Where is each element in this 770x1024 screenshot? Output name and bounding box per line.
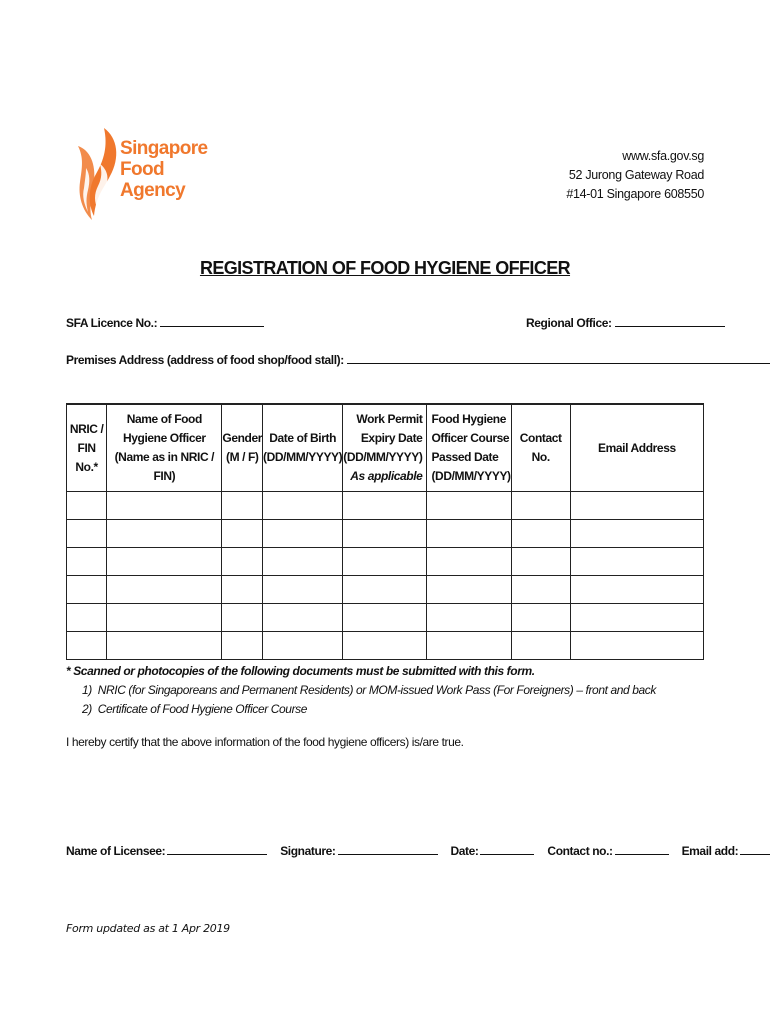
officer-table [66, 403, 704, 660]
licensee-name-input[interactable] [167, 843, 267, 855]
table-cell[interactable] [222, 632, 263, 660]
table-cell[interactable] [427, 520, 511, 548]
col-name [107, 404, 222, 492]
table-cell[interactable] [343, 520, 427, 548]
signature-input[interactable] [338, 843, 438, 855]
table-cell[interactable] [263, 604, 343, 632]
table-cell[interactable] [511, 520, 570, 548]
col-work-permit [343, 404, 427, 492]
table-cell[interactable] [263, 632, 343, 660]
table-cell[interactable] [343, 604, 427, 632]
table-cell[interactable] [570, 492, 703, 520]
email-label: Email add: [681, 844, 739, 858]
note-item-2: 2) Certificate of Food Hygiene Officer Course [82, 702, 308, 716]
unit-address: #14-01 Singapore 608550 [566, 187, 704, 201]
licensee-name-label: Name of Licensee: [66, 844, 166, 858]
col-wp-line3: (DD/MM/YYYY) [343, 450, 423, 464]
table-cell[interactable] [343, 632, 427, 660]
date-label: Date: [450, 844, 479, 858]
table-cell[interactable] [511, 576, 570, 604]
logo-line-3: Agency [120, 180, 186, 201]
regional-office-label: Regional Office: [526, 316, 612, 330]
website-link[interactable]: www.sfa.gov.sg [622, 149, 704, 163]
col-contact [511, 404, 570, 492]
signature-label: Signature: [280, 844, 336, 858]
table-cell[interactable] [67, 576, 107, 604]
table-cell[interactable] [343, 492, 427, 520]
col-email [570, 404, 703, 492]
table-cell[interactable] [511, 548, 570, 576]
col-wp-line4: As applicable [350, 469, 423, 483]
logo-line-2: Food [120, 159, 165, 180]
col-contact-line1: Contact No. [519, 431, 562, 464]
table-cell[interactable] [427, 548, 511, 576]
table-cell[interactable] [107, 604, 222, 632]
table-cell[interactable] [107, 632, 222, 660]
contact-input[interactable] [615, 843, 669, 855]
agency-address [566, 147, 704, 204]
col-gender-line1: Gender [222, 431, 263, 445]
licence-field [66, 315, 264, 330]
col-course-date [427, 404, 511, 492]
col-name-line2: (Name as in NRIC / FIN) [114, 450, 215, 483]
signature-line [66, 843, 770, 858]
table-row [67, 632, 704, 660]
table-cell[interactable] [67, 632, 107, 660]
table-row [67, 492, 704, 520]
table-cell[interactable] [67, 604, 107, 632]
table-cell[interactable] [511, 604, 570, 632]
regional-office-input[interactable] [615, 315, 725, 327]
table-cell[interactable] [67, 548, 107, 576]
table-cell[interactable] [107, 576, 222, 604]
table-cell[interactable] [67, 492, 107, 520]
col-course-line1: Food Hygiene [431, 412, 506, 426]
col-nric [67, 404, 107, 492]
table-cell[interactable] [263, 576, 343, 604]
logo-line-1: Singapore [120, 138, 208, 159]
table-cell[interactable] [263, 492, 343, 520]
col-name-line1: Name of Food Hygiene Officer [122, 412, 206, 445]
table-row [67, 548, 704, 576]
col-dob-line2: (DD/MM/YYYY) [263, 450, 343, 464]
col-email-line1: Email Address [598, 440, 676, 455]
table-row [67, 576, 704, 604]
table-cell[interactable] [263, 520, 343, 548]
sfa-logo [74, 124, 208, 224]
table-cell[interactable] [570, 604, 703, 632]
table-cell[interactable] [427, 604, 511, 632]
table-cell[interactable] [222, 548, 263, 576]
table-cell[interactable] [343, 548, 427, 576]
col-course-line2: Officer Course [431, 431, 510, 445]
col-dob [263, 404, 343, 492]
col-wp-line1: Work Permit [356, 412, 423, 426]
col-dob-line1: Date of Birth [269, 431, 337, 445]
licence-label: SFA Licence No.: [66, 316, 158, 330]
table-cell[interactable] [570, 548, 703, 576]
email-input[interactable] [740, 843, 770, 855]
table-cell[interactable] [570, 632, 703, 660]
date-input[interactable] [480, 843, 534, 855]
form-version-footer: Form updated as at 1 Apr 2019 [66, 922, 230, 935]
table-cell[interactable] [343, 576, 427, 604]
col-course-line4: (DD/MM/YYYY) [431, 469, 511, 483]
table-cell[interactable] [427, 632, 511, 660]
table-cell[interactable] [511, 492, 570, 520]
certification-statement: I hereby certify that the above information of the food hygiene officers) is/are true. [66, 735, 464, 749]
table-cell[interactable] [263, 548, 343, 576]
table-cell[interactable] [222, 604, 263, 632]
premises-field [66, 352, 770, 367]
col-course-line3: Passed Date [431, 450, 499, 464]
table-header-row [67, 404, 704, 492]
table-cell[interactable] [427, 492, 511, 520]
table-cell[interactable] [222, 576, 263, 604]
table-cell[interactable] [222, 520, 263, 548]
col-gender-line2: (M / F) [225, 450, 259, 464]
table-cell[interactable] [67, 520, 107, 548]
col-wp-line2: Expiry Date [360, 431, 423, 445]
table-cell[interactable] [427, 576, 511, 604]
premises-label: Premises Address (address of food shop/food stall): [66, 353, 344, 367]
table-cell[interactable] [107, 548, 222, 576]
contact-label: Contact no.: [547, 844, 613, 858]
table-cell[interactable] [511, 632, 570, 660]
table-cell[interactable] [107, 492, 222, 520]
licence-input[interactable] [160, 315, 264, 327]
table-cell[interactable] [570, 576, 703, 604]
sfa-leaf-icon [74, 124, 122, 224]
note-item-1: 1) NRIC (for Singaporeans and Permanent Residents) or MOM-issued Work Pass (For Foreigners) – front and back [82, 683, 656, 697]
col-gender [222, 404, 263, 492]
documents-note [66, 662, 656, 719]
street-address: 52 Jurong Gateway Road [568, 168, 704, 182]
table-row [67, 520, 704, 548]
table-cell[interactable] [107, 520, 222, 548]
col-nric-line2: FIN No.* [75, 440, 98, 474]
table-cell[interactable] [222, 492, 263, 520]
form-title: REGISTRATION OF FOOD HYGIENE OFFICER [199, 258, 571, 278]
table-cell[interactable] [570, 520, 703, 548]
col-nric-line1: NRIC / [69, 421, 104, 436]
premises-input[interactable] [347, 352, 770, 364]
regional-office-field [526, 315, 725, 330]
table-row [67, 604, 704, 632]
note-heading: * Scanned or photocopies of the following documents must be submitted with this form. [66, 664, 535, 678]
